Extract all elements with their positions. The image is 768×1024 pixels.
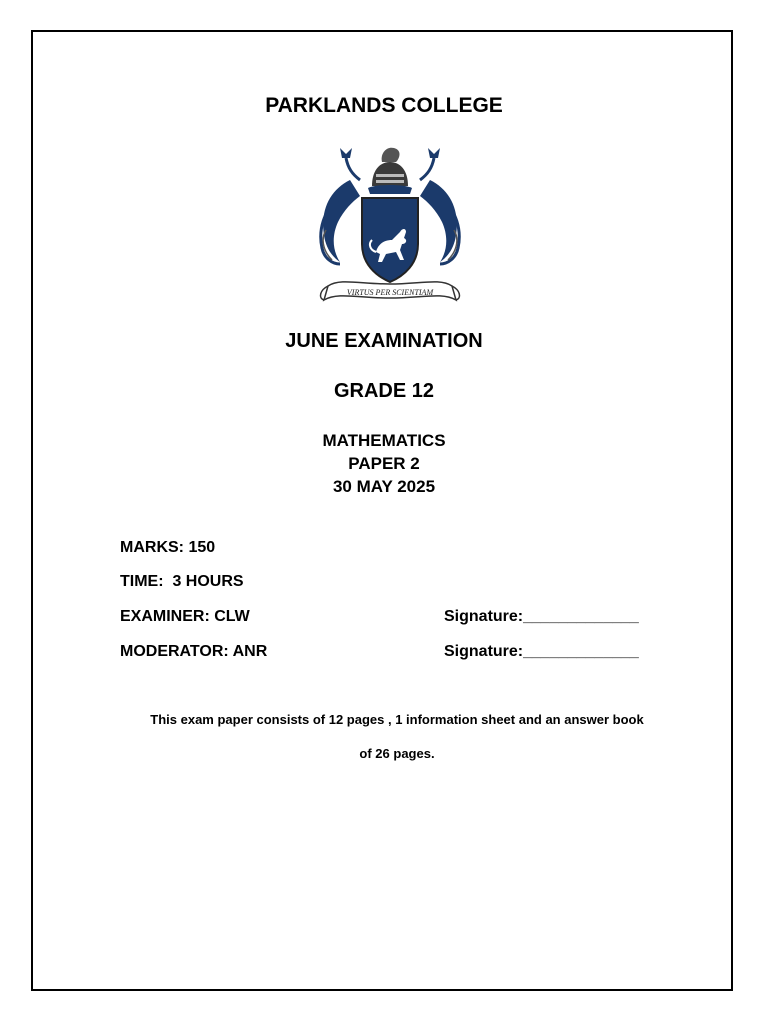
paper-number: PAPER 2: [348, 454, 420, 473]
page-count-note-line-2: of 26 pages.: [359, 746, 435, 761]
moderator-signature: Signature:_____________: [444, 643, 639, 660]
moderator-label: MODERATOR: ANR: [120, 643, 268, 660]
examiner-label: EXAMINER: CLW: [120, 608, 250, 625]
page-count-note-line-1: This exam paper consists of 12 pages , 1 information sheet and an answer book: [150, 712, 644, 727]
exam-title: JUNE EXAMINATION: [285, 330, 483, 352]
marks-label: MARKS: 150: [120, 539, 216, 556]
crest-motto: VIRTUS PER SCIENTIAM: [346, 288, 434, 297]
college-name: PARKLANDS COLLEGE: [265, 94, 503, 117]
exam-date: 30 MAY 2025: [332, 477, 436, 496]
time-label: TIME: 3 HOURS: [120, 573, 244, 590]
examiner-signature: Signature:_____________: [444, 608, 639, 625]
subject-block: [0, 429, 768, 498]
grade-label: GRADE 12: [333, 380, 435, 402]
subject-name: MATHEMATICS: [322, 431, 446, 450]
college-crest-logo: [310, 140, 470, 310]
